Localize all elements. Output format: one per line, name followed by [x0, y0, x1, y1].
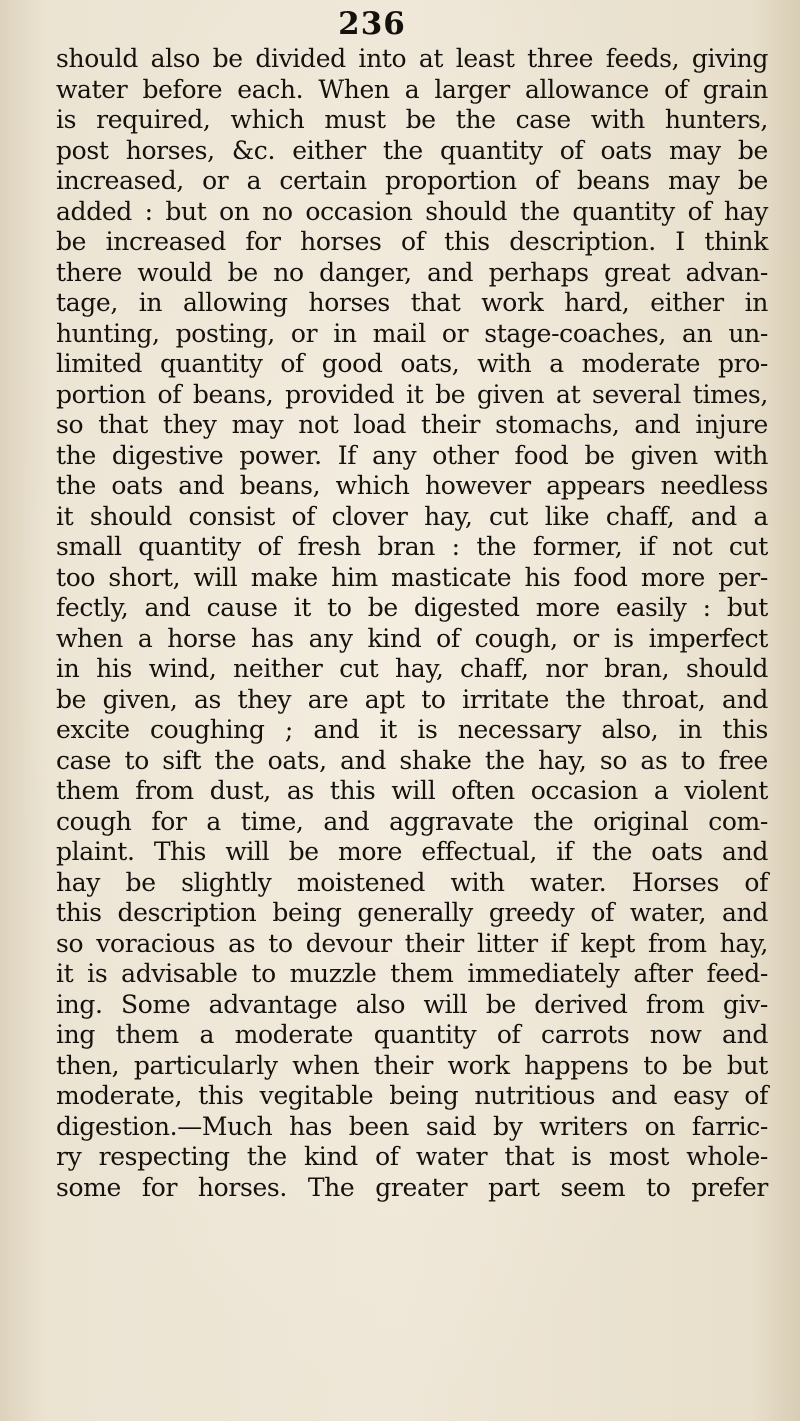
text-line: tage, in allowing horses that work hard, either in — [56, 288, 768, 317]
text-line: when a horse has any kind of cough, or is imperfect — [56, 623, 768, 653]
text-line: post horses, &c. either the quantity of oats may be — [56, 135, 768, 165]
text-line: fectly, and cause it to be digested more easily : but — [56, 593, 768, 622]
text-line: ing. Some advantage also will be derived from giv- — [56, 989, 768, 1019]
text-line: the digestive power. If any other food be given with — [56, 440, 768, 470]
text-line: so voracious as to devour their litter if kept from hay, — [56, 928, 768, 958]
page-number: 236 — [338, 6, 406, 42]
text-line: be given, as they are apt to irritate the throat, and — [56, 684, 768, 714]
text-line: it should consist of clover hay, cut like chaff, and a — [56, 501, 768, 531]
text-line: moderate, this vegitable being nutritious and easy of — [56, 1081, 768, 1110]
text-line: excite coughing ; and it is necessary also, in this — [56, 715, 768, 744]
text-line: small quantity of fresh bran : the former, if not cut — [56, 532, 768, 561]
text-line: the oats and beans, which however appears needless — [56, 471, 768, 500]
text-line: them from dust, as this will often occasion a violent — [56, 776, 768, 805]
text-line: so that they may not load their stomachs, and injure — [56, 410, 768, 439]
text-line: water before each. When a larger allowance of grain — [56, 74, 768, 104]
text-line: some for horses. The greater part seem to prefer — [56, 1172, 768, 1202]
text-line: in his wind, neither cut hay, chaff, nor bran, should — [56, 654, 768, 683]
text-line: cough for a time, and aggravate the original com- — [56, 806, 768, 836]
text-line: limited quantity of good oats, with a moderate pro- — [56, 349, 768, 378]
text-line: there would be no danger, and perhaps great advan- — [56, 257, 768, 287]
text-line: too short, will make him masticate his food more per- — [56, 562, 768, 592]
text-line: increased, or a certain proportion of beans may be — [56, 166, 768, 195]
text-line: then, particularly when their work happens to be but — [56, 1050, 768, 1080]
text-line: hunting, posting, or in mail or stage-coaches, an un- — [56, 318, 768, 348]
text-line: this description being generally greedy of water, and — [56, 898, 768, 927]
text-line: ing them a moderate quantity of carrots now and — [56, 1020, 768, 1049]
text-line: it is advisable to muzzle them immediately after feed- — [56, 959, 768, 988]
text-line: portion of beans, provided it be given at several times, — [56, 379, 768, 409]
text-line: hay be slightly moistened with water. Horses of — [56, 867, 768, 897]
text-line: plaint. This will be more effectual, if the oats and — [56, 837, 768, 866]
text-line: digestion.—Much has been said by writers on farric- — [56, 1111, 768, 1141]
text-line: ry respecting the kind of water that is most whole- — [56, 1142, 768, 1171]
text-line: case to sift the oats, and shake the hay, so as to free — [56, 745, 768, 775]
text-line: is required, which must be the case with hunters, — [56, 105, 768, 134]
text-line: should also be divided into at least three feeds, giving — [56, 44, 768, 73]
text-line: be increased for horses of this description. I think — [56, 227, 768, 256]
text-line: added : but on no occasion should the quantity of hay — [56, 196, 768, 226]
body-text — [56, 44, 768, 1203]
